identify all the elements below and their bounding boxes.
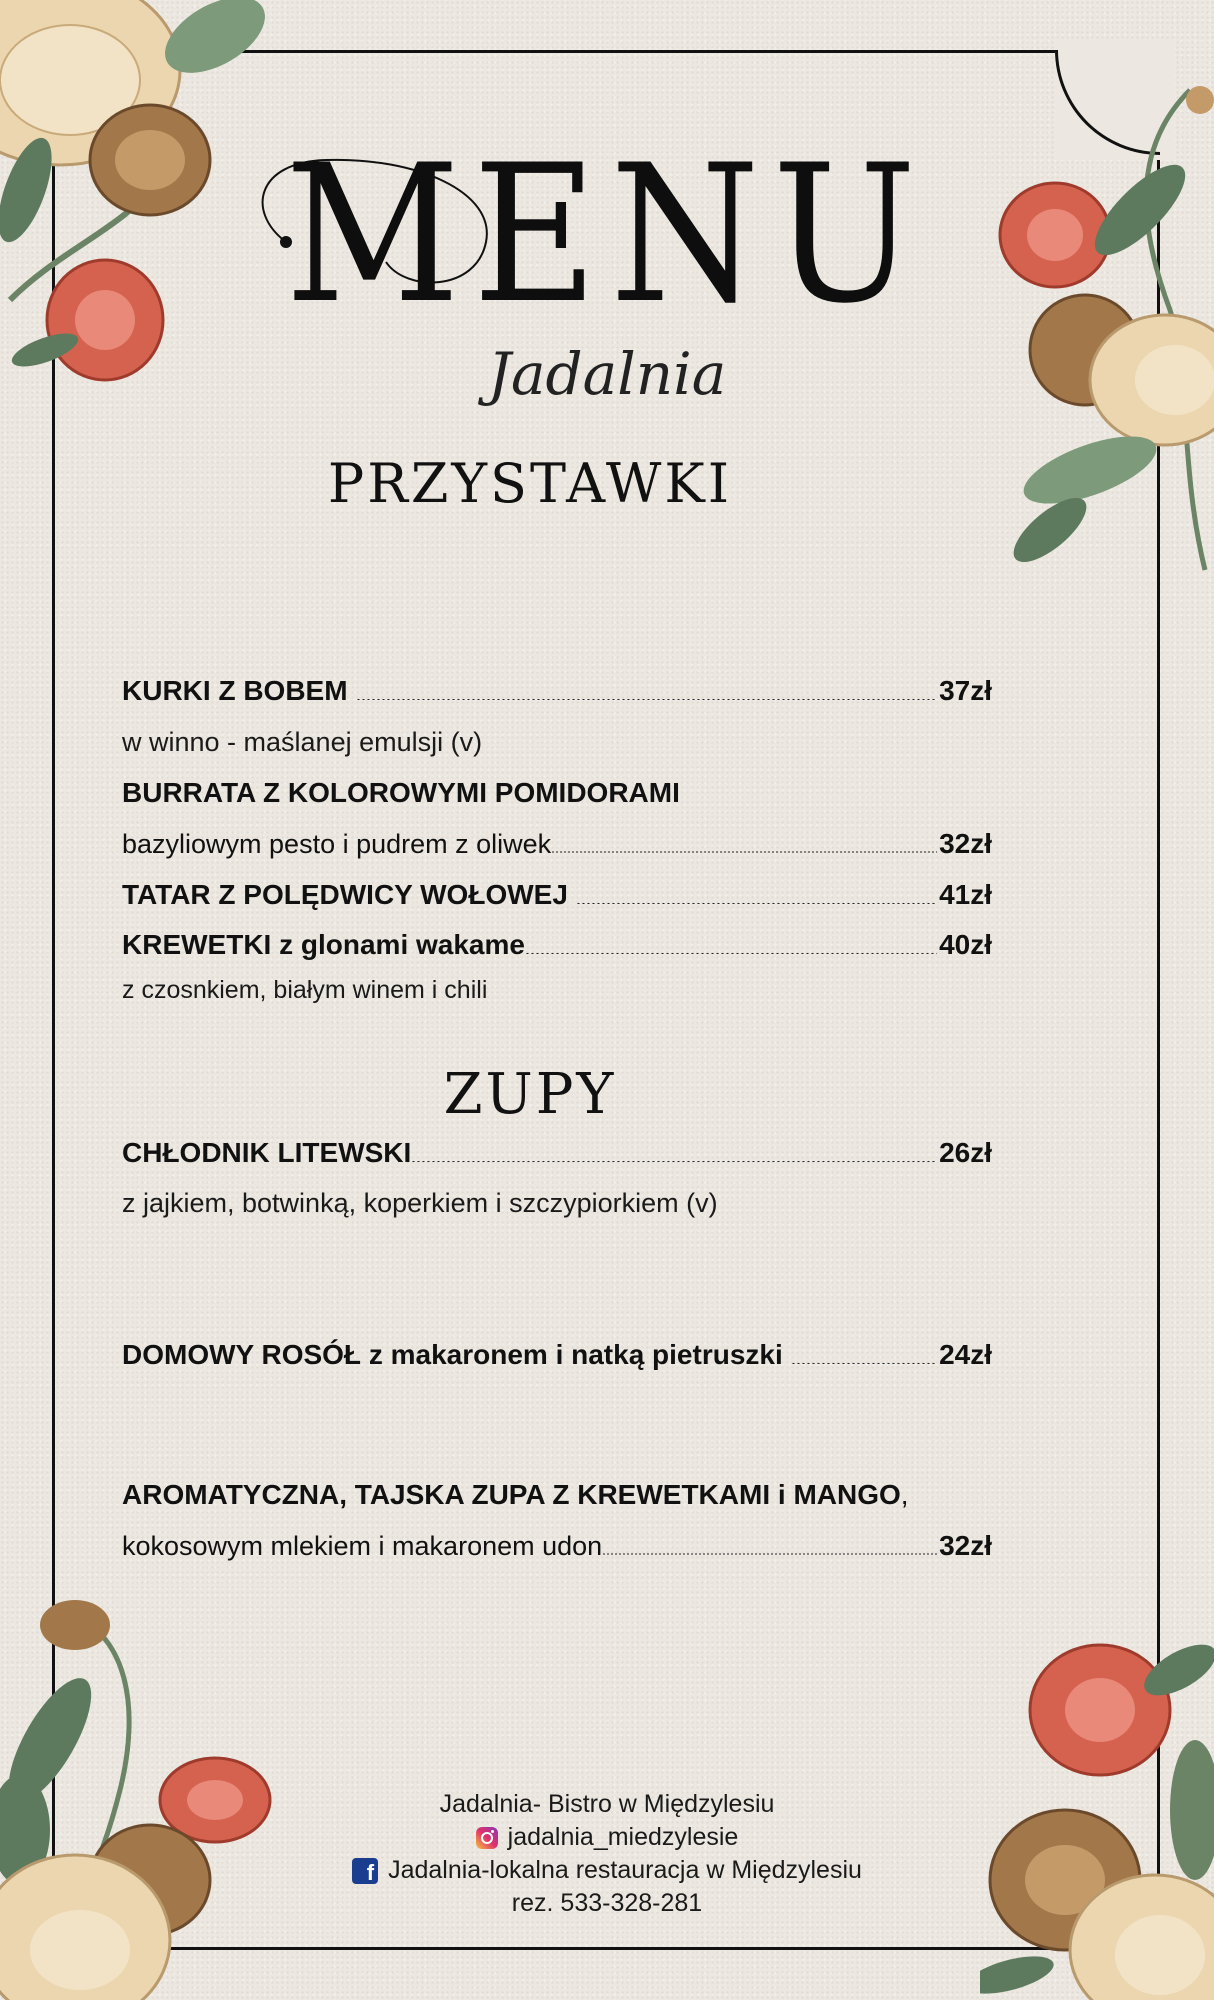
item-price: 41zł bbox=[939, 879, 992, 910]
menu-item-rosol bbox=[122, 1337, 992, 1373]
item-description: kokosowym mlekiem i makaronem udon bbox=[122, 1531, 603, 1561]
footer-instagram[interactable] bbox=[0, 1821, 1214, 1854]
item-name: KURKI Z BOBEM bbox=[122, 675, 348, 706]
footer-contact bbox=[0, 1788, 1214, 1920]
dot-leader bbox=[356, 698, 938, 700]
item-name: DOMOWY ROSÓŁ z makaronem i natką pietruszki bbox=[122, 1339, 783, 1370]
dot-leader bbox=[602, 1553, 937, 1555]
footer-facebook[interactable] bbox=[0, 1854, 1214, 1887]
item-price: 32zł bbox=[939, 1530, 992, 1561]
item-price: 32zł bbox=[939, 828, 992, 859]
instagram-handle[interactable]: jadalnia_miedzylesie bbox=[507, 1823, 739, 1851]
dot-leader bbox=[525, 952, 937, 954]
item-name: TATAR Z POLĘDWICY WOŁOWEJ bbox=[122, 879, 568, 910]
item-name: KREWETKI z glonami wakame bbox=[122, 929, 525, 960]
dot-leader bbox=[411, 1160, 937, 1162]
item-description: z jajkiem, botwinką, koperkiem i szczypiorkiem (v) bbox=[122, 1188, 718, 1218]
item-name-punctuation: , bbox=[900, 1479, 909, 1510]
footer-phone: rez. 533-328-281 bbox=[511, 1889, 703, 1917]
menu-item-burrata-detail bbox=[122, 826, 992, 862]
footer-bistro-name: Jadalnia- Bistro w Międzylesiu bbox=[439, 1790, 775, 1818]
dot-leader bbox=[551, 851, 937, 853]
section-heading-zupy: ZUPY bbox=[443, 1062, 617, 1127]
menu-item-tajska bbox=[122, 1477, 909, 1513]
restaurant-script-name: Jadalnia bbox=[487, 340, 727, 408]
item-name: CHŁODNIK LITEWSKI bbox=[122, 1137, 412, 1168]
menu-title: MENU bbox=[284, 124, 930, 345]
menu-item-tajska-detail bbox=[122, 1528, 992, 1564]
item-price: 40zł bbox=[939, 929, 992, 960]
item-name: AROMATYCZNA, TAJSKA ZUPA Z KREWETKAMI i MANGO bbox=[122, 1479, 901, 1510]
menu-item-krewetki bbox=[122, 927, 992, 963]
menu-item-tatar bbox=[122, 877, 992, 913]
item-description: bazyliowym pesto i pudrem z oliwek bbox=[122, 829, 552, 859]
item-description: z czosnkiem, białym winem i chili bbox=[122, 976, 488, 1004]
facebook-page[interactable]: Jadalnia-lokalna restauracja w Międzylesiu bbox=[388, 1856, 862, 1884]
item-price: 24zł bbox=[939, 1339, 992, 1370]
item-description: w winno - maślanej emulsji (v) bbox=[122, 727, 483, 757]
instagram-icon bbox=[476, 1827, 498, 1849]
dot-leader bbox=[576, 902, 937, 904]
menu-item-chlodnik bbox=[122, 1135, 992, 1171]
facebook-icon: f bbox=[352, 1858, 378, 1884]
menu-item-burrata: BURRATA Z KOLOROWYMI POMIDORAMI bbox=[122, 777, 680, 808]
item-price: 37zł bbox=[939, 675, 992, 706]
section-heading-przystawki: PRZYSTAWKI bbox=[327, 452, 733, 515]
dot-leader bbox=[791, 1362, 937, 1364]
menu-item-kurki bbox=[122, 673, 992, 709]
item-price: 26zł bbox=[939, 1137, 992, 1168]
